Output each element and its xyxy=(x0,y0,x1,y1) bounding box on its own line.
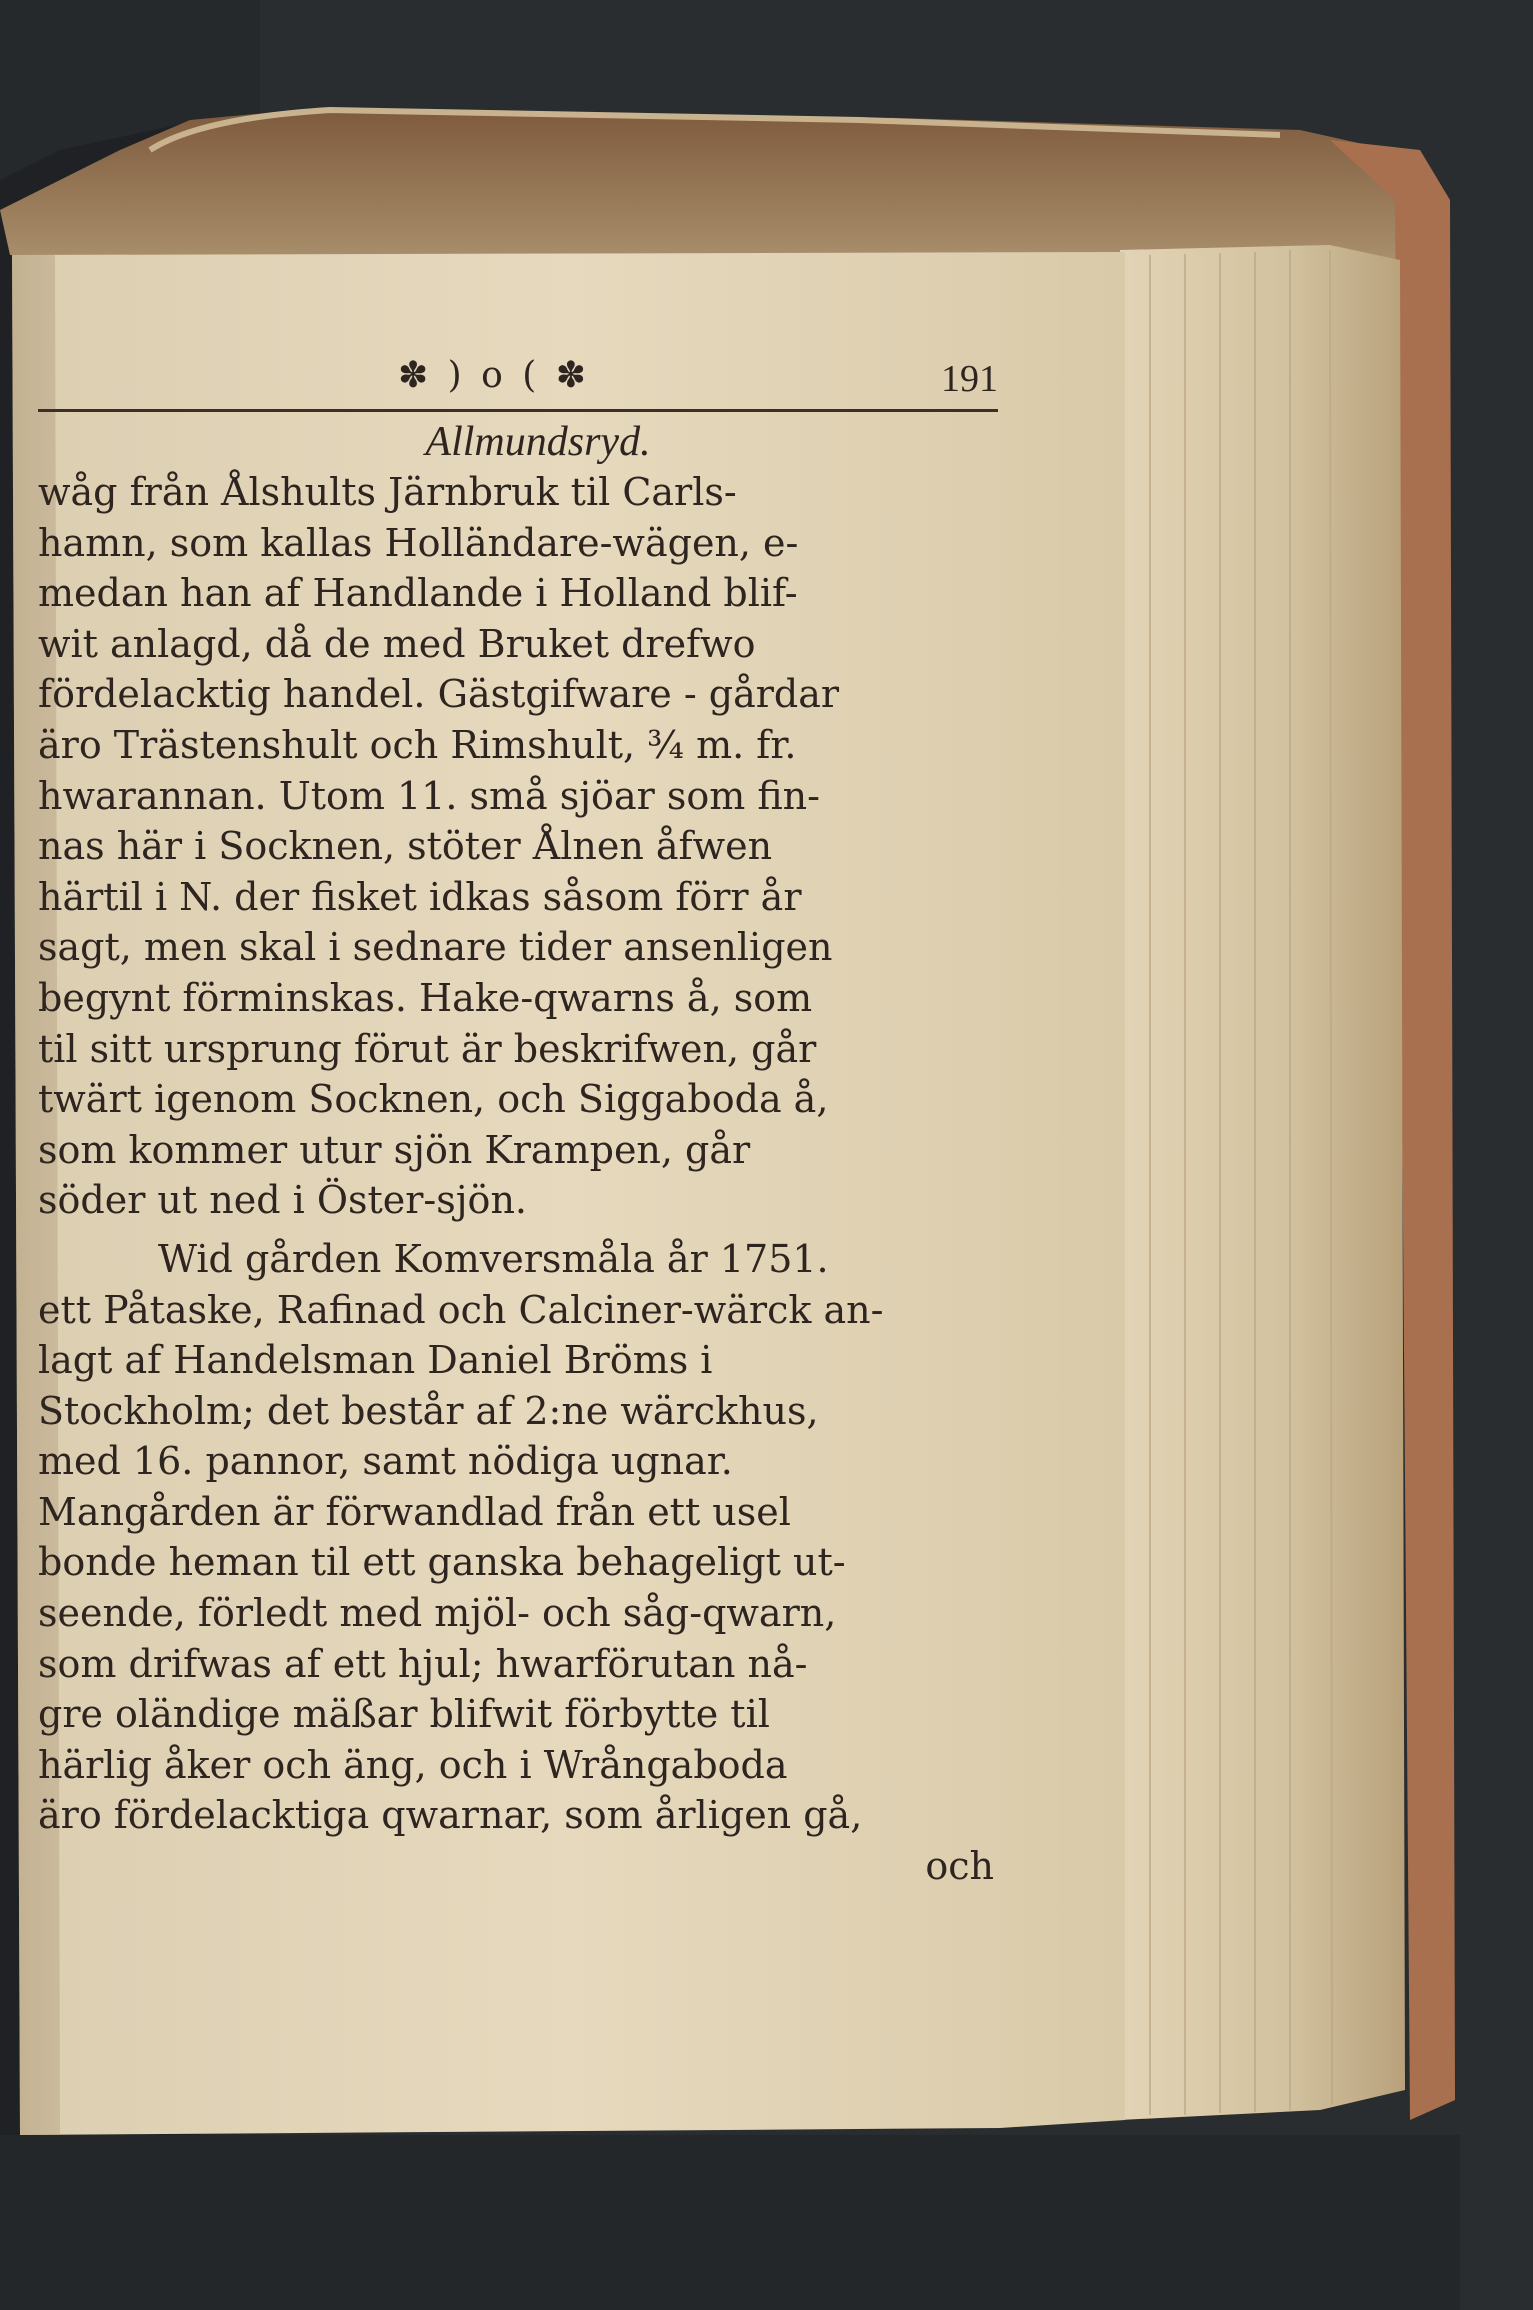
header-ornament: ✽ ) o ( ✽ xyxy=(398,355,590,396)
page-edges xyxy=(1120,245,1405,2120)
text-line: äro Trästenshult och Rimshult, ¾ m. fr. xyxy=(38,722,797,767)
text-line: lagt af Handelsman Daniel Bröms i xyxy=(38,1338,713,1383)
text-line: sagt, men skal i sednare tider ansenligen xyxy=(38,925,833,970)
text-line: bonde heman til ett ganska behageligt ut- xyxy=(38,1540,846,1585)
text-line: nas här i Socknen, stöter Ålnen åfwen xyxy=(38,824,773,869)
text-line: med 16. pannor, samt nödiga ugnar. xyxy=(38,1439,733,1484)
text-line: hwarannan. Utom 11. små sjöar som fin- xyxy=(38,773,820,818)
text-line: som kommer utur sjön Krampen, går xyxy=(38,1127,751,1172)
text-line: äro fördelacktiga qwarnar, som årligen gå, xyxy=(38,1793,863,1838)
catchword: och xyxy=(925,1844,994,1889)
text-line: hamn, som kallas Holländare-wägen, e- xyxy=(38,520,799,565)
text-line: medan han af Handlande i Holland blif- xyxy=(38,571,798,616)
text-line: ett Påtaske, Rafinad och Calciner-wärck an- xyxy=(38,1287,884,1332)
text-line: gre oländige mäßar blifwit förbytte til xyxy=(38,1692,770,1737)
text-line: härtil i N. der fisket idkas såsom förr år xyxy=(38,874,802,919)
text-line: wit anlagd, då de med Bruket drefwo xyxy=(38,621,756,666)
text-line: som drifwas af ett hjul; hwarförutan nå- xyxy=(38,1641,808,1686)
running-head: Allmundsryd. xyxy=(425,419,651,465)
header-rule xyxy=(38,409,998,412)
text-line: Mangården är förwandlad från ett usel xyxy=(38,1489,791,1534)
text-line: twärt igenom Socknen, och Siggaboda å, xyxy=(38,1077,829,1122)
page-number: 191 xyxy=(941,358,998,400)
text-line: til sitt ursprung förut är beskrifwen, går xyxy=(38,1026,817,1071)
page-text xyxy=(38,355,998,1891)
text-line: begynt förminskas. Hake-qwarns å, som xyxy=(38,975,813,1020)
text-line: söder ut ned i Öster-sjön. xyxy=(38,1178,527,1223)
text-line: seende, förledt med mjöl- och såg-qwarn, xyxy=(38,1591,837,1636)
paragraph-2 xyxy=(38,1234,998,1841)
text-line: Wid gården Komversmåla år 1751. xyxy=(158,1236,829,1281)
text-line: fördelacktig handel. Gästgifware - gårdar xyxy=(38,672,840,717)
text-line: Stockholm; det består af 2:ne wärckhus, xyxy=(38,1388,819,1433)
paragraph-1 xyxy=(38,467,998,1226)
text-line: wåg från Ålshults Järnbruk til Carls- xyxy=(38,470,737,514)
page-header xyxy=(38,355,998,415)
text-line: härlig åker och äng, och i Wrångaboda xyxy=(38,1742,788,1787)
